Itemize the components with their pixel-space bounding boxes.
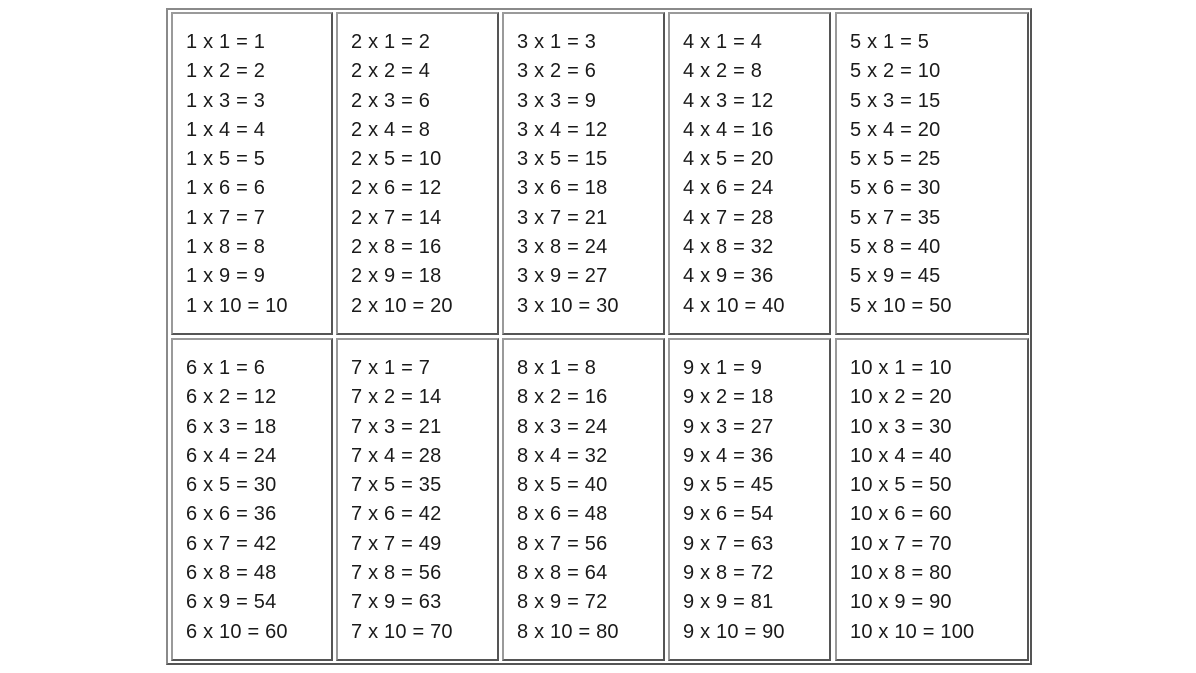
fact-9x6: 9 x 6 = 54 [683, 503, 774, 526]
fact-10x7: 10 x 7 = 70 [850, 532, 952, 555]
fact-1x8: 1 x 8 = 8 [186, 236, 266, 259]
multiplication-table [166, 8, 1032, 665]
fact-10x5: 10 x 5 = 50 [850, 474, 952, 497]
fact-10x9: 10 x 9 = 90 [850, 591, 952, 614]
fact-9x8: 9 x 8 = 72 [683, 562, 774, 585]
fact-3x2: 3 x 2 = 6 [517, 60, 597, 83]
fact-9x1: 9 x 1 = 9 [683, 357, 763, 379]
fact-9x9: 9 x 9 = 81 [683, 591, 774, 614]
fact-6x9: 6 x 9 = 54 [186, 591, 277, 614]
times-2-cell [336, 12, 499, 335]
fact-6x8: 6 x 8 = 48 [186, 562, 277, 585]
fact-3x1: 3 x 1 = 3 [517, 31, 597, 53]
fact-1x6: 1 x 6 = 6 [186, 177, 266, 200]
fact-5x9: 5 x 9 = 45 [850, 265, 941, 288]
fact-5x5: 5 x 5 = 25 [850, 148, 941, 171]
fact-4x2: 4 x 2 = 8 [683, 60, 763, 83]
fact-6x3: 6 x 3 = 18 [186, 415, 277, 438]
fact-5x1: 5 x 1 = 5 [850, 31, 930, 53]
table-row-6-to-10 [168, 338, 1030, 662]
fact-1x1: 1 x 1 = 1 [186, 31, 266, 53]
fact-1x3: 1 x 3 = 3 [186, 89, 266, 112]
times-9-cell [668, 338, 831, 661]
fact-4x10: 4 x 10 = 40 [683, 294, 785, 317]
fact-3x3: 3 x 3 = 9 [517, 89, 597, 112]
times-9-list [683, 354, 785, 647]
fact-10x4: 10 x 4 = 40 [850, 444, 952, 467]
fact-9x3: 9 x 3 = 27 [683, 415, 774, 438]
fact-7x8: 7 x 8 = 56 [351, 562, 442, 585]
fact-8x3: 8 x 3 = 24 [517, 415, 608, 438]
fact-10x2: 10 x 2 = 20 [850, 386, 952, 409]
fact-5x8: 5 x 8 = 40 [850, 236, 941, 259]
fact-4x4: 4 x 4 = 16 [683, 118, 774, 141]
fact-4x3: 4 x 3 = 12 [683, 89, 774, 112]
fact-10x10: 10 x 10 = 100 [850, 620, 975, 643]
times-7-cell [336, 338, 499, 661]
times-2-list [351, 28, 453, 321]
fact-2x2: 2 x 2 = 4 [351, 60, 431, 83]
times-8-cell [502, 338, 665, 661]
times-5-list [850, 28, 952, 321]
table-row-1-to-5 [168, 12, 1030, 336]
fact-7x10: 7 x 10 = 70 [351, 620, 453, 643]
fact-7x7: 7 x 7 = 49 [351, 532, 442, 555]
fact-3x5: 3 x 5 = 15 [517, 148, 608, 171]
fact-6x7: 6 x 7 = 42 [186, 532, 277, 555]
fact-2x4: 2 x 4 = 8 [351, 118, 431, 141]
fact-6x1: 6 x 1 = 6 [186, 357, 266, 379]
fact-8x4: 8 x 4 = 32 [517, 444, 608, 467]
times-3-cell [502, 12, 665, 335]
fact-3x6: 3 x 6 = 18 [517, 177, 608, 200]
fact-9x7: 9 x 7 = 63 [683, 532, 774, 555]
times-8-list [517, 354, 619, 647]
fact-10x1: 10 x 1 = 10 [850, 357, 952, 379]
times-10-list [850, 354, 974, 647]
fact-9x5: 9 x 5 = 45 [683, 474, 774, 497]
fact-8x8: 8 x 8 = 64 [517, 562, 608, 585]
fact-4x5: 4 x 5 = 20 [683, 148, 774, 171]
fact-4x1: 4 x 1 = 4 [683, 31, 763, 53]
fact-7x3: 7 x 3 = 21 [351, 415, 442, 438]
times-4-cell [668, 12, 831, 335]
times-7-list [351, 354, 453, 647]
fact-2x7: 2 x 7 = 14 [351, 206, 442, 229]
fact-3x8: 3 x 8 = 24 [517, 236, 608, 259]
fact-7x5: 7 x 5 = 35 [351, 474, 442, 497]
fact-1x5: 1 x 5 = 5 [186, 148, 266, 171]
fact-10x8: 10 x 8 = 80 [850, 562, 952, 585]
times-5-cell [835, 12, 1029, 335]
fact-4x8: 4 x 8 = 32 [683, 236, 774, 259]
fact-5x4: 5 x 4 = 20 [850, 118, 941, 141]
times-1-list [186, 28, 288, 321]
fact-5x3: 5 x 3 = 15 [850, 89, 941, 112]
fact-5x2: 5 x 2 = 10 [850, 60, 941, 83]
fact-8x2: 8 x 2 = 16 [517, 386, 608, 409]
fact-8x9: 8 x 9 = 72 [517, 591, 608, 614]
fact-4x6: 4 x 6 = 24 [683, 177, 774, 200]
fact-3x7: 3 x 7 = 21 [517, 206, 608, 229]
fact-1x9: 1 x 9 = 9 [186, 265, 266, 288]
fact-1x2: 1 x 2 = 2 [186, 60, 266, 83]
fact-9x4: 9 x 4 = 36 [683, 444, 774, 467]
fact-2x10: 2 x 10 = 20 [351, 294, 453, 317]
fact-2x8: 2 x 8 = 16 [351, 236, 442, 259]
fact-7x6: 7 x 6 = 42 [351, 503, 442, 526]
times-10-cell [835, 338, 1029, 661]
fact-5x6: 5 x 6 = 30 [850, 177, 941, 200]
fact-3x9: 3 x 9 = 27 [517, 265, 608, 288]
fact-6x4: 6 x 4 = 24 [186, 444, 277, 467]
fact-7x2: 7 x 2 = 14 [351, 386, 442, 409]
fact-9x10: 9 x 10 = 90 [683, 620, 785, 643]
fact-3x4: 3 x 4 = 12 [517, 118, 608, 141]
fact-8x10: 8 x 10 = 80 [517, 620, 619, 643]
fact-4x7: 4 x 7 = 28 [683, 206, 774, 229]
fact-6x2: 6 x 2 = 12 [186, 386, 277, 409]
fact-6x10: 6 x 10 = 60 [186, 620, 288, 643]
fact-3x10: 3 x 10 = 30 [517, 294, 619, 317]
fact-2x3: 2 x 3 = 6 [351, 89, 431, 112]
fact-1x10: 1 x 10 = 10 [186, 294, 288, 317]
fact-5x7: 5 x 7 = 35 [850, 206, 941, 229]
fact-7x9: 7 x 9 = 63 [351, 591, 442, 614]
times-6-list [186, 354, 288, 647]
fact-2x5: 2 x 5 = 10 [351, 148, 442, 171]
times-4-list [683, 28, 785, 321]
fact-5x10: 5 x 10 = 50 [850, 294, 952, 317]
fact-4x9: 4 x 9 = 36 [683, 265, 774, 288]
fact-10x6: 10 x 6 = 60 [850, 503, 952, 526]
times-6-cell [171, 338, 333, 661]
fact-1x7: 1 x 7 = 7 [186, 206, 266, 229]
fact-10x3: 10 x 3 = 30 [850, 415, 952, 438]
fact-8x7: 8 x 7 = 56 [517, 532, 608, 555]
fact-2x1: 2 x 1 = 2 [351, 31, 431, 53]
fact-6x5: 6 x 5 = 30 [186, 474, 277, 497]
fact-9x2: 9 x 2 = 18 [683, 386, 774, 409]
times-3-list [517, 28, 619, 321]
fact-8x6: 8 x 6 = 48 [517, 503, 608, 526]
fact-8x1: 8 x 1 = 8 [517, 357, 597, 379]
fact-2x6: 2 x 6 = 12 [351, 177, 442, 200]
fact-8x5: 8 x 5 = 40 [517, 474, 608, 497]
times-1-cell [171, 12, 333, 335]
fact-6x6: 6 x 6 = 36 [186, 503, 277, 526]
fact-2x9: 2 x 9 = 18 [351, 265, 442, 288]
fact-7x4: 7 x 4 = 28 [351, 444, 442, 467]
fact-7x1: 7 x 1 = 7 [351, 357, 431, 379]
fact-1x4: 1 x 4 = 4 [186, 118, 266, 141]
